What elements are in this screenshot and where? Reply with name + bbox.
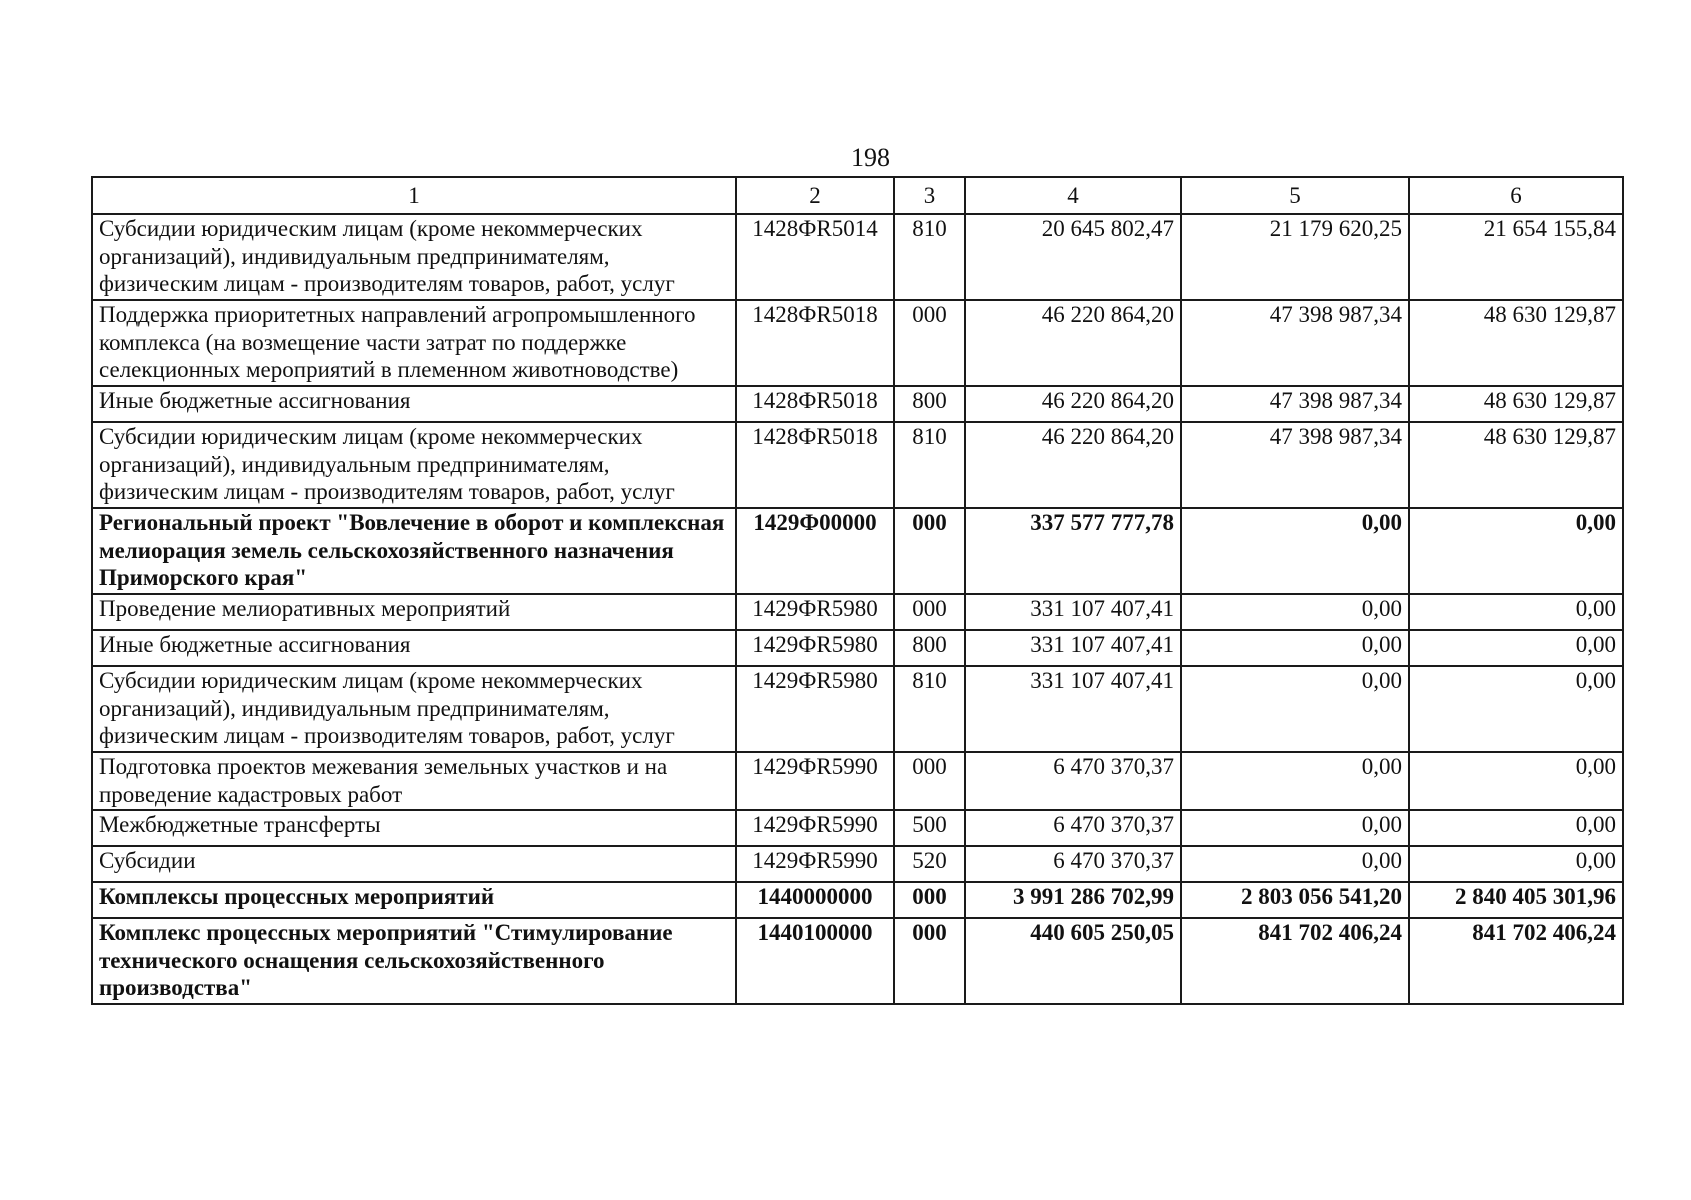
row-name-cell: Комплекс процессных мероприятий "Стимулирование технического оснащения сельскохозяйственного производства" <box>92 918 736 1004</box>
row-code-cell: 1429ФR5980 <box>736 666 894 752</box>
row-value-5-cell: 21 179 620,25 <box>1181 214 1409 300</box>
row-value-4-cell: 331 107 407,41 <box>965 630 1181 666</box>
budget-table <box>91 176 1624 1005</box>
row-value-5-cell: 0,00 <box>1181 846 1409 882</box>
row-value-6-cell: 2 840 405 301,96 <box>1409 882 1623 918</box>
row-value-6-cell: 0,00 <box>1409 666 1623 752</box>
header-cell-2: 2 <box>736 177 894 214</box>
row-value-5-cell: 841 702 406,24 <box>1181 918 1409 1004</box>
row-value-4-cell: 440 605 250,05 <box>965 918 1181 1004</box>
table-row <box>92 810 1623 846</box>
row-value-6-cell: 0,00 <box>1409 810 1623 846</box>
header-cell-3: 3 <box>894 177 965 214</box>
row-value-6-cell: 0,00 <box>1409 846 1623 882</box>
row-value-5-cell: 0,00 <box>1181 630 1409 666</box>
row-value-4-cell: 20 645 802,47 <box>965 214 1181 300</box>
row-value-6-cell: 841 702 406,24 <box>1409 918 1623 1004</box>
table-row <box>92 300 1623 386</box>
table-row <box>92 386 1623 422</box>
table-row <box>92 422 1623 508</box>
table-row <box>92 630 1623 666</box>
header-cell-1: 1 <box>92 177 736 214</box>
row-value-6-cell: 48 630 129,87 <box>1409 386 1623 422</box>
table-row <box>92 882 1623 918</box>
row-value-4-cell: 6 470 370,37 <box>965 752 1181 810</box>
row-value-6-cell: 21 654 155,84 <box>1409 214 1623 300</box>
row-value-6-cell: 48 630 129,87 <box>1409 300 1623 386</box>
row-kind-cell: 520 <box>894 846 965 882</box>
row-name-cell: Субсидии юридическим лицам (кроме некоммерческих организаций), индивидуальным предпринимателям, физическим лицам - производителям товаров, работ, услуг <box>92 422 736 508</box>
row-code-cell: 1428ФR5014 <box>736 214 894 300</box>
table-row <box>92 666 1623 752</box>
row-value-6-cell: 48 630 129,87 <box>1409 422 1623 508</box>
table-row <box>92 918 1623 1004</box>
table-body <box>92 177 1623 1004</box>
row-name-cell: Подготовка проектов межевания земельных участков и на проведение кадастровых работ <box>92 752 736 810</box>
row-value-4-cell: 331 107 407,41 <box>965 666 1181 752</box>
row-value-4-cell: 6 470 370,37 <box>965 846 1181 882</box>
row-code-cell: 1429Ф00000 <box>736 508 894 594</box>
row-value-4-cell: 331 107 407,41 <box>965 594 1181 630</box>
row-name-cell: Субсидии юридическим лицам (кроме некоммерческих организаций), индивидуальным предпринимателям, физическим лицам - производителям товаров, работ, услуг <box>92 666 736 752</box>
row-name-cell: Субсидии <box>92 846 736 882</box>
row-value-6-cell: 0,00 <box>1409 752 1623 810</box>
row-name-cell: Иные бюджетные ассигнования <box>92 386 736 422</box>
row-value-6-cell: 0,00 <box>1409 508 1623 594</box>
row-value-5-cell: 0,00 <box>1181 666 1409 752</box>
row-value-5-cell: 0,00 <box>1181 508 1409 594</box>
row-kind-cell: 810 <box>894 422 965 508</box>
row-name-cell: Иные бюджетные ассигнования <box>92 630 736 666</box>
row-name-cell: Региональный проект "Вовлечение в оборот и комплексная мелиорация земель сельскохозяйственного назначения Приморского края" <box>92 508 736 594</box>
row-code-cell: 1429ФR5980 <box>736 594 894 630</box>
row-value-5-cell: 0,00 <box>1181 594 1409 630</box>
row-name-cell: Межбюджетные трансферты <box>92 810 736 846</box>
row-kind-cell: 810 <box>894 214 965 300</box>
row-kind-cell: 000 <box>894 300 965 386</box>
row-code-cell: 1428ФR5018 <box>736 386 894 422</box>
row-name-cell: Субсидии юридическим лицам (кроме некоммерческих организаций), индивидуальным предпринимателям, физическим лицам - производителям товаров, работ, услуг <box>92 214 736 300</box>
row-value-4-cell: 6 470 370,37 <box>965 810 1181 846</box>
row-value-4-cell: 3 991 286 702,99 <box>965 882 1181 918</box>
row-value-4-cell: 46 220 864,20 <box>965 422 1181 508</box>
row-code-cell: 1440000000 <box>736 882 894 918</box>
row-code-cell: 1429ФR5980 <box>736 630 894 666</box>
row-value-5-cell: 0,00 <box>1181 810 1409 846</box>
row-value-5-cell: 0,00 <box>1181 752 1409 810</box>
row-kind-cell: 000 <box>894 882 965 918</box>
row-name-cell: Комплексы процессных мероприятий <box>92 882 736 918</box>
table-row <box>92 594 1623 630</box>
row-value-4-cell: 337 577 777,78 <box>965 508 1181 594</box>
row-code-cell: 1428ФR5018 <box>736 422 894 508</box>
row-value-6-cell: 0,00 <box>1409 594 1623 630</box>
header-cell-5: 5 <box>1181 177 1409 214</box>
row-kind-cell: 800 <box>894 630 965 666</box>
row-code-cell: 1429ФR5990 <box>736 752 894 810</box>
table-row <box>92 508 1623 594</box>
page-number: 198 <box>851 143 890 172</box>
row-code-cell: 1428ФR5018 <box>736 300 894 386</box>
row-code-cell: 1440100000 <box>736 918 894 1004</box>
table-row <box>92 846 1623 882</box>
row-kind-cell: 000 <box>894 752 965 810</box>
row-value-6-cell: 0,00 <box>1409 630 1623 666</box>
row-value-4-cell: 46 220 864,20 <box>965 300 1181 386</box>
header-cell-4: 4 <box>965 177 1181 214</box>
row-value-5-cell: 47 398 987,34 <box>1181 422 1409 508</box>
row-code-cell: 1429ФR5990 <box>736 810 894 846</box>
row-value-5-cell: 2 803 056 541,20 <box>1181 882 1409 918</box>
row-value-5-cell: 47 398 987,34 <box>1181 386 1409 422</box>
table-header-row <box>92 177 1623 214</box>
row-name-cell: Поддержка приоритетных направлений агропромышленного комплекса (на возмещение части затрат по поддержке селекционных мероприятий в племенном животноводстве) <box>92 300 736 386</box>
row-name-cell: Проведение мелиоративных мероприятий <box>92 594 736 630</box>
row-kind-cell: 000 <box>894 508 965 594</box>
row-value-5-cell: 47 398 987,34 <box>1181 300 1409 386</box>
header-cell-6: 6 <box>1409 177 1623 214</box>
row-kind-cell: 810 <box>894 666 965 752</box>
row-code-cell: 1429ФR5990 <box>736 846 894 882</box>
row-kind-cell: 000 <box>894 594 965 630</box>
row-kind-cell: 500 <box>894 810 965 846</box>
row-value-4-cell: 46 220 864,20 <box>965 386 1181 422</box>
row-kind-cell: 000 <box>894 918 965 1004</box>
table-row <box>92 752 1623 810</box>
table-row <box>92 214 1623 300</box>
row-kind-cell: 800 <box>894 386 965 422</box>
